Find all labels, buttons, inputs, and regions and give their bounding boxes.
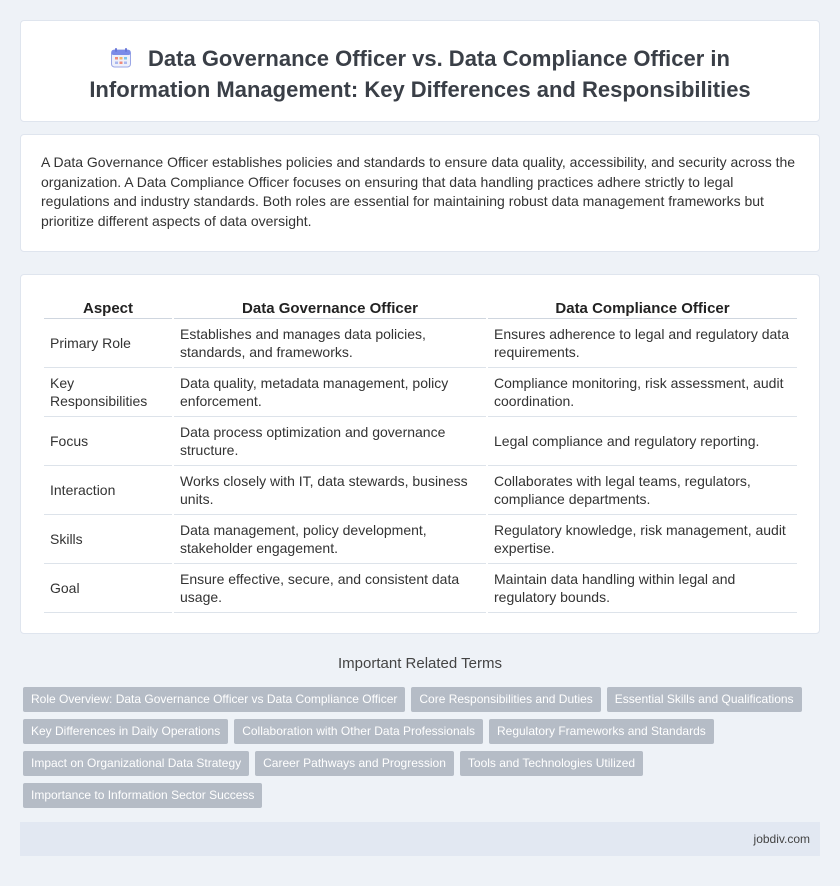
row-aspect: Interaction — [44, 466, 172, 515]
related-terms-list — [23, 687, 823, 815]
row-aspect: Key Responsibilities — [44, 368, 172, 417]
row-compliance: Ensures adherence to legal and regulatory data requirements. — [488, 319, 797, 368]
comparison-table — [42, 295, 799, 613]
row-compliance: Regulatory knowledge, risk management, audit expertise. — [488, 515, 797, 564]
intro-paragraph: A Data Governance Officer establishes policies and standards to ensure data quality, accessibility, and security across the organization. A Data Compliance Officer focuses on ensuring that data handling practices adhere strictly to legal regulations and industry standards. Both roles are essential for maintaining robust data management frameworks but prioritize different aspects of data oversight. — [41, 154, 796, 229]
row-governance: Data quality, metadata management, policy enforcement. — [174, 368, 486, 417]
related-term-tag[interactable]: Key Differences in Daily Operations — [23, 719, 228, 744]
row-governance: Establishes and manages data policies, standards, and frameworks. — [174, 319, 486, 368]
related-term-tag[interactable]: Career Pathways and Progression — [255, 751, 454, 776]
row-aspect: Goal — [44, 564, 172, 613]
related-term-tag[interactable]: Impact on Organizational Data Strategy — [23, 751, 249, 776]
table-row — [44, 466, 797, 515]
page-title — [21, 21, 819, 104]
related-term-tag[interactable]: Importance to Information Sector Success — [23, 783, 262, 808]
row-compliance: Collaborates with legal teams, regulators, compliance departments. — [488, 466, 797, 515]
table-row — [44, 417, 797, 466]
header-aspect: Aspect — [44, 295, 172, 319]
table-row — [44, 368, 797, 417]
table-row — [44, 564, 797, 613]
related-term-tag[interactable]: Role Overview: Data Governance Officer vs Data Compliance Officer — [23, 687, 405, 712]
title-card — [20, 20, 820, 122]
related-term-tag[interactable]: Core Responsibilities and Duties — [411, 687, 600, 712]
header-compliance: Data Compliance Officer — [488, 295, 797, 319]
row-aspect: Skills — [44, 515, 172, 564]
related-term-tag[interactable]: Regulatory Frameworks and Standards — [489, 719, 714, 744]
table-header-row — [44, 295, 797, 319]
title-line-2: Information Management: Key Differences and Responsibilities — [89, 77, 751, 102]
calendar-icon — [110, 47, 132, 76]
row-compliance: Maintain data handling within legal and regulatory bounds. — [488, 564, 797, 613]
row-aspect: Primary Role — [44, 319, 172, 368]
row-compliance: Legal compliance and regulatory reporting. — [488, 417, 797, 466]
intro-card — [20, 134, 820, 252]
comparison-card — [20, 274, 820, 634]
footer — [20, 822, 820, 856]
related-term-tag[interactable]: Collaboration with Other Data Professionals — [234, 719, 483, 744]
row-aspect: Focus — [44, 417, 172, 466]
row-compliance: Compliance monitoring, risk assessment, audit coordination. — [488, 368, 797, 417]
table-row — [44, 515, 797, 564]
table-row — [44, 319, 797, 368]
row-governance: Works closely with IT, data stewards, business units. — [174, 466, 486, 515]
title-line-1: Data Governance Officer vs. Data Compliance Officer in — [148, 46, 730, 71]
related-terms-heading: Important Related Terms — [338, 655, 502, 672]
row-governance: Data management, policy development, stakeholder engagement. — [174, 515, 486, 564]
row-governance: Data process optimization and governance structure. — [174, 417, 486, 466]
related-term-tag[interactable]: Tools and Technologies Utilized — [460, 751, 643, 776]
row-governance: Ensure effective, secure, and consistent data usage. — [174, 564, 486, 613]
related-term-tag[interactable]: Essential Skills and Qualifications — [607, 687, 802, 712]
footer-site-link[interactable]: jobdiv.com — [753, 832, 810, 846]
header-governance: Data Governance Officer — [174, 295, 486, 319]
